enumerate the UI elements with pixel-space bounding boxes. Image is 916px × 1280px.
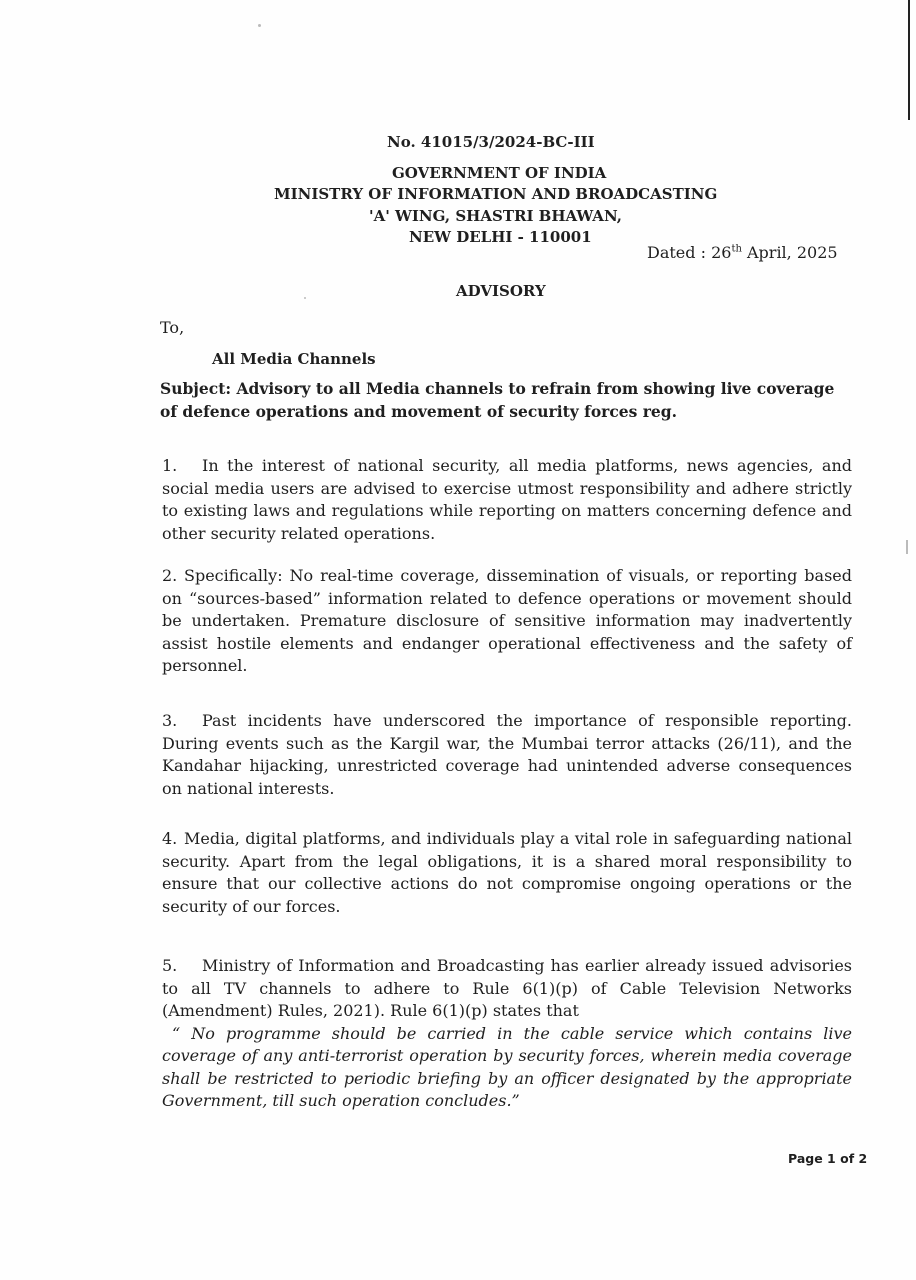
- paragraph-number: 1.: [162, 456, 178, 475]
- paragraph-1: [162, 455, 852, 545]
- scan-speck: [258, 24, 261, 27]
- scan-edge-line: [908, 0, 910, 120]
- paragraph-text: Media, digital platforms, and individuals play a vital role in safeguarding national security. Apart from the legal obligations, it is a shared moral responsibility to ensure that our collective actions do not compromise ongoing operations or the security of our forces.: [162, 829, 852, 916]
- paragraph-2: [162, 565, 852, 678]
- paragraph-text: Past incidents have underscored the importance of responsible reporting. During events such as the Kargil war, the Mumbai terror attacks (26/11), and the Kandahar hijacking, unrestricted coverage had unintended adverse consequences on national interests.: [162, 711, 852, 798]
- paragraph-4: [162, 828, 852, 918]
- scan-speck: [304, 297, 306, 299]
- page-number: [788, 1151, 867, 1166]
- header-ministry: MINISTRY OF INFORMATION AND BROADCASTING: [274, 185, 718, 203]
- addressee-to: To,: [160, 318, 185, 337]
- date-superscript: th: [731, 243, 742, 255]
- date-suffix: April, 2025: [741, 243, 838, 262]
- header-wing: 'A' WING, SHASTRI BHAWAN,: [369, 207, 622, 225]
- header-government: GOVERNMENT OF INDIA: [392, 164, 607, 182]
- paragraph-number: 2.: [162, 566, 178, 585]
- header-city: NEW DELHI - 110001: [409, 228, 592, 246]
- paragraph-text: Ministry of Information and Broadcasting has earlier already issued advisories to all TV channels to adhere to Rule 6(1)(p) of Cable Television Networks (Amendment) Rules, 2021). Rule 6(1)(p) states that: [162, 956, 852, 1020]
- paragraph-text: Specifically: No real-time coverage, dissemination of visuals, or reporting based on “sources-based” information related to defence operations or movement should be undertaken. Premature disclosure of sensitive information may inadvertently assist hostile elements and endanger operational effectiveness and the safety of personnel.: [162, 566, 852, 675]
- page-number-prefix: Page: [788, 1151, 828, 1166]
- page-number-current: 1: [827, 1151, 836, 1166]
- rule-quote: “ No programme should be carried in the cable service which contains live coverage of any anti-terrorist operation by security forces, wherein media coverage shall be restricted to periodic briefing by an officer designated by the appropriate Government, till such operation concludes.”: [162, 1023, 852, 1110]
- document-date: [647, 243, 838, 262]
- document-title: ADVISORY: [456, 282, 546, 300]
- paragraph-number: 5.: [162, 956, 178, 975]
- paragraph-number: 4.: [162, 829, 178, 848]
- paragraph-3: [162, 710, 852, 800]
- paragraph-text: In the interest of national security, all media platforms, news agencies, and social media users are advised to exercise utmost responsibility and adhere strictly to existing laws and regulations while reporting on matters concerning defence and other security related operations.: [162, 456, 852, 543]
- scan-speck: [906, 540, 908, 554]
- addressee-recipient: All Media Channels: [212, 350, 376, 368]
- date-prefix: Dated : 26: [647, 243, 732, 262]
- paragraph-number: 3.: [162, 711, 178, 730]
- page-number-middle: of: [835, 1151, 859, 1166]
- paragraph-5: [162, 955, 852, 1113]
- subject-line: Subject: Advisory to all Media channels to refrain from showing live coverage of defence operations and movement of security forces reg.: [160, 379, 835, 421]
- page-number-total: 2: [858, 1151, 868, 1166]
- reference-number: No. 41015/3/2024-BC-III: [387, 133, 595, 151]
